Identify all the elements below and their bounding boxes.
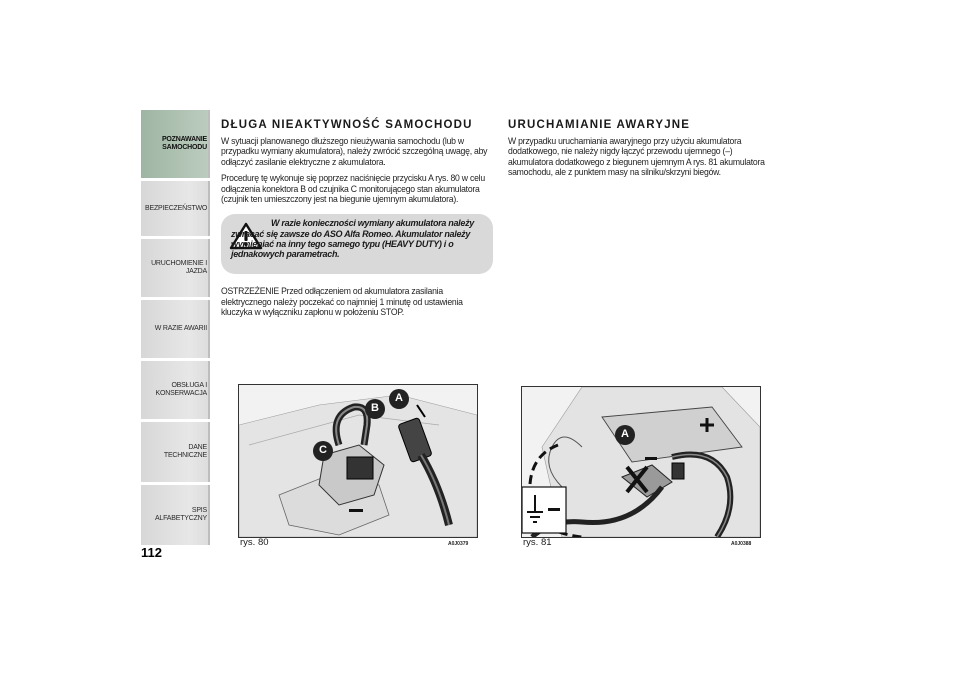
- chapter-sidebar: [141, 110, 210, 548]
- tab-label: DANE TECHNICZNE: [163, 444, 207, 459]
- page-number: 112: [141, 545, 162, 560]
- section-heading-emergency-start: URUCHAMIANIE AWARYJNE: [508, 119, 691, 131]
- tab-label: POZNAWANIE SAMOCHODU: [161, 136, 207, 151]
- figure-80-battery-connector: [238, 384, 478, 538]
- callout-b: B: [371, 402, 379, 414]
- figure-81-jump-start: [521, 386, 761, 538]
- callout-c: C: [319, 444, 327, 456]
- figure-81-caption: rys. 81: [523, 537, 552, 548]
- battery-connector-illustration: [239, 385, 477, 537]
- tab-label: SPIS ALFABETYCZNY: [154, 507, 207, 522]
- paragraph: Procedurę tę wykonuje się poprzez naciśnięcie przycisku A rys. 80 w celu odłączenia konektora B od czujnika C monitorującego stan akumulatora (czujnik ten umieszczony jest na biegunie ujemnym akumulatora).: [221, 173, 485, 205]
- tab-obsluga-i-konserwacja[interactable]: [141, 361, 210, 419]
- figure-80-caption: rys. 80: [240, 537, 269, 548]
- section-heading-long-inactivity: DŁUGA NIEAKTYWNOŚĆ SAMOCHODU: [221, 119, 473, 131]
- left-column: [221, 119, 493, 324]
- paragraph-caution: OSTRZEŻENIE Przed odłączeniem od akumulatora zasilania elektrycznego należy poczekać co najmniej 1 minutę od ustawienia kluczyka w wyłączniku zapłonu w położeniu STOP.: [221, 286, 463, 318]
- warning-text: W razie konieczności wymiany akumulatora należy zwracać się zawsze do ASO Alfa Romeo. Akumulator należy wymieniać na inny tego samego typu (HEAVY DUTY) i o jednakowych parametrach.: [231, 218, 474, 260]
- tab-label: OBSŁUGA I KONSERWACJA: [155, 382, 207, 397]
- jump-start-illustration: [522, 387, 760, 537]
- figure-80-code: A0J0379: [448, 541, 469, 547]
- tab-label: BEZPIECZEŃSTWO: [145, 204, 208, 212]
- paragraph: W przypadku uruchamiania awaryjnego przy użyciu akumulatora dodatkowego, nie należy nigdy łączyć przewodu ujemnego (–) akumulatora dodatkowego z biegunem ujemnym A rys. 81 akumulatora samochodu, ale z punktem masy na silniku/skrzyni biegów.: [508, 136, 765, 178]
- tab-label: URUCHOMIENIE I JAZDA: [151, 260, 207, 275]
- figure-81-code: A0J0388: [731, 541, 752, 547]
- tab-poznawanie-samochodu[interactable]: [141, 110, 210, 178]
- tab-dane-techniczne[interactable]: [141, 422, 210, 482]
- callout-a: A: [621, 428, 629, 440]
- tab-bezpieczenstwo[interactable]: [141, 181, 210, 236]
- tab-uruchomienie-i-jazda[interactable]: [141, 239, 210, 297]
- warning-box: [221, 214, 493, 274]
- paragraph: W sytuacji planowanego dłuższego nieużywania samochodu (lub w przypadku wymiany akumulatora), należy zwrócić szczególną uwagę, aby odłączyć zasilanie elektryczne z akumulatora.: [221, 136, 488, 167]
- right-column: [508, 119, 773, 184]
- callout-a: A: [395, 392, 403, 404]
- tab-spis-alfabetyczny[interactable]: [141, 485, 210, 545]
- tab-w-razie-awarii[interactable]: [141, 300, 210, 358]
- tab-label: W RAZIE AWARII: [154, 325, 207, 332]
